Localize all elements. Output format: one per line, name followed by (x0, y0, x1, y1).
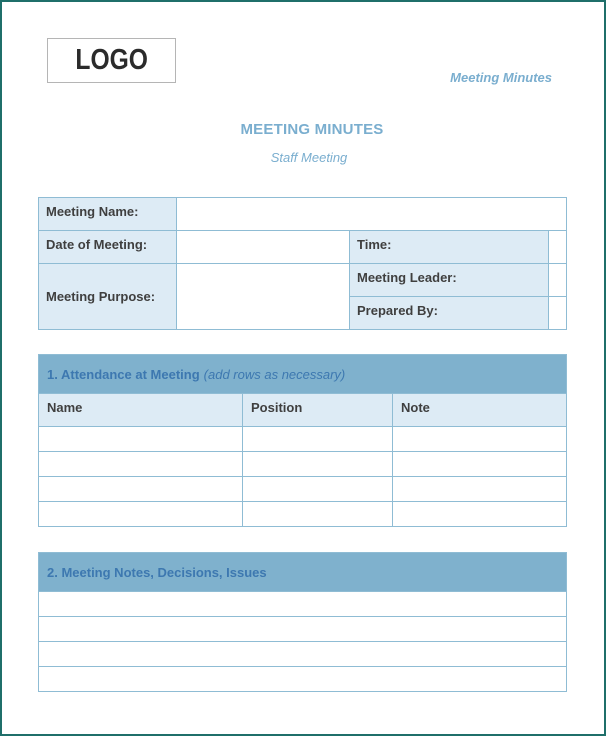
attendance-name-cell[interactable] (39, 477, 243, 501)
attendance-name-cell[interactable] (39, 502, 243, 526)
prepared-by-label: Prepared By: (350, 297, 549, 329)
attendance-note-cell[interactable] (393, 502, 566, 526)
attendance-title: 1. Attendance at Meeting (47, 366, 200, 382)
column-header-note: Note (401, 400, 430, 415)
attendance-note-cell[interactable] (393, 452, 566, 476)
attendance-note: (add rows as necessary) (203, 366, 346, 382)
table-row (39, 591, 566, 616)
attendance-position-cell[interactable] (243, 477, 393, 501)
table-row (39, 616, 566, 641)
meeting-leader-field[interactable] (549, 264, 566, 297)
table-row (39, 501, 566, 526)
time-field[interactable] (549, 231, 566, 264)
attendance-note-cell[interactable] (393, 477, 566, 501)
column-header-name: Name (39, 394, 243, 426)
table-row (39, 451, 566, 476)
column-header-position: Position (243, 394, 393, 426)
page-subtitle: Staff Meeting (270, 150, 348, 165)
attendance-position-cell[interactable] (243, 502, 393, 526)
notes-cell[interactable] (39, 592, 566, 616)
meeting-notes-title: 2. Meeting Notes, Decisions, Issues (47, 564, 267, 580)
meeting-name-field[interactable] (177, 198, 566, 231)
prepared-by-field[interactable] (549, 297, 566, 329)
meeting-notes-header (39, 553, 566, 591)
attendance-position-cell[interactable] (243, 427, 393, 451)
attendance-position-cell[interactable] (243, 452, 393, 476)
logo-text: LOGO (75, 44, 148, 76)
meeting-notes-section (38, 552, 567, 692)
date-of-meeting-field[interactable] (177, 231, 350, 264)
attendance-section (38, 354, 567, 527)
logo-placeholder (47, 38, 176, 83)
table-row (39, 476, 566, 501)
notes-cell[interactable] (39, 667, 566, 691)
attendance-name-cell[interactable] (39, 427, 243, 451)
meeting-info-table (38, 197, 567, 330)
attendance-column-headers (39, 393, 566, 426)
table-row (39, 641, 566, 666)
meeting-name-label: Meeting Name: (39, 198, 177, 231)
notes-cell[interactable] (39, 617, 566, 641)
meeting-purpose-field[interactable] (177, 264, 350, 329)
page-title: MEETING MINUTES (240, 121, 384, 138)
attendance-header (39, 355, 566, 393)
table-row (39, 666, 566, 691)
table-row (39, 426, 566, 451)
notes-cell[interactable] (39, 642, 566, 666)
meeting-leader-label: Meeting Leader: (350, 264, 549, 297)
attendance-name-cell[interactable] (39, 452, 243, 476)
time-label: Time: (350, 231, 549, 264)
header-title: Meeting Minutes (450, 70, 552, 85)
attendance-note-cell[interactable] (393, 427, 566, 451)
date-of-meeting-label: Date of Meeting: (39, 231, 177, 264)
meeting-purpose-label: Meeting Purpose: (39, 264, 177, 329)
